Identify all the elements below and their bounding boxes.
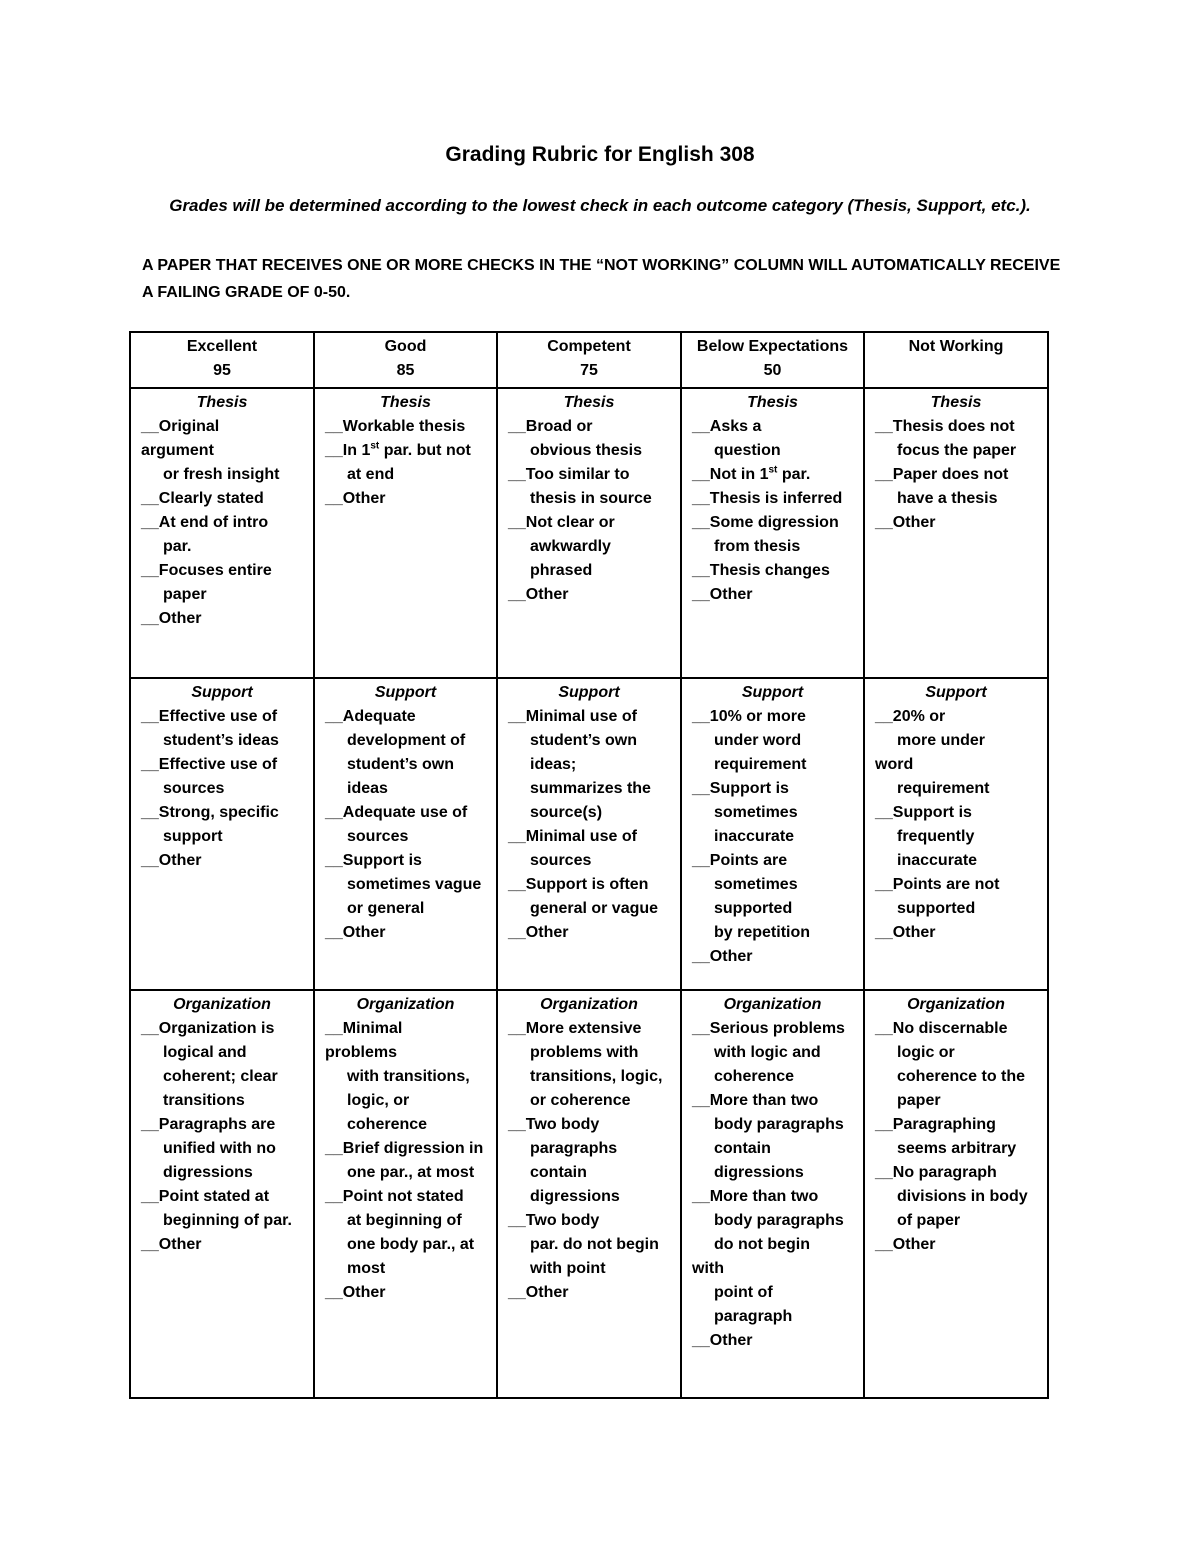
criterion-line: most xyxy=(347,1260,386,1277)
rubric-cell xyxy=(681,990,864,1398)
criterion-line: with xyxy=(692,1260,724,1277)
criterion-line: __Other xyxy=(692,1332,753,1349)
rubric-cell xyxy=(497,388,681,678)
criterion-line: __Support is xyxy=(325,852,422,869)
criterion-line: from thesis xyxy=(714,538,801,555)
category-label: Support xyxy=(925,684,987,701)
criterion-line: argument xyxy=(141,442,214,459)
rubric-cell xyxy=(130,678,314,990)
criterion-line: divisions in body xyxy=(897,1188,1028,1205)
criterion-line: logic or xyxy=(897,1044,955,1061)
failing-grade-warning xyxy=(142,252,1062,306)
criterion-line: __No paragraph xyxy=(875,1164,997,1181)
criterion-line: __Serious problems xyxy=(692,1020,845,1037)
criterion-line: __Other xyxy=(875,1236,936,1253)
criterion-line: seems arbitrary xyxy=(897,1140,1017,1157)
criterion-line: __Points are xyxy=(692,852,788,869)
criterion-line: development of xyxy=(347,732,466,749)
criterion-line: __Some digression xyxy=(692,514,839,531)
category-label: Thesis xyxy=(930,394,982,411)
criterion-line: contain xyxy=(530,1164,587,1181)
criterion-line: sources xyxy=(163,780,225,797)
rubric-cell xyxy=(314,990,497,1398)
criterion-line: support xyxy=(163,828,223,845)
criterion-line: digressions xyxy=(163,1164,253,1181)
criterion-line: or fresh insight xyxy=(163,466,280,483)
criterion-line: __Other xyxy=(692,948,753,965)
criterion-line: digressions xyxy=(714,1164,804,1181)
criterion-line: beginning of par. xyxy=(163,1212,292,1229)
rubric-cell xyxy=(864,990,1048,1398)
criterion-line: at end xyxy=(347,466,395,483)
criterion-line: have a thesis xyxy=(897,490,998,507)
criterion-line: requirement xyxy=(897,780,990,797)
criterion-line: transitions xyxy=(163,1092,245,1109)
criterion-line: by repetition xyxy=(714,924,811,941)
category-label: Thesis xyxy=(563,394,615,411)
criterion-line: __Point stated at xyxy=(141,1188,270,1205)
criterion-line: unified with no xyxy=(163,1140,276,1157)
criterion-line: __20% or xyxy=(875,708,946,725)
criterion-line: word xyxy=(875,756,914,773)
criterion-line: coherence xyxy=(347,1116,428,1133)
criterion-line: logic, or xyxy=(347,1092,410,1109)
criterion-line: question xyxy=(714,442,781,459)
criterion-line: or general xyxy=(347,900,425,917)
criterion-line: with transitions, xyxy=(347,1068,470,1085)
column-score: 85 xyxy=(396,362,415,379)
warning-line-2: A FAILING GRADE OF 0-50. xyxy=(142,284,351,301)
criterion-line: __Focuses entire xyxy=(141,562,272,579)
criterion-line: __More than two xyxy=(692,1092,819,1109)
rubric-cell xyxy=(864,678,1048,990)
criterion-line: sometimes xyxy=(714,804,798,821)
rubric-row-organization xyxy=(130,990,1048,1398)
criterion-line: __Other xyxy=(508,586,569,603)
criterion-line: body paragraphs xyxy=(714,1212,844,1229)
criterion-line: inaccurate xyxy=(897,852,978,869)
criterion-line: or coherence xyxy=(530,1092,631,1109)
column-score: 50 xyxy=(763,362,782,379)
criterion-line: __Minimal use of xyxy=(508,828,637,845)
category-label: Support xyxy=(741,684,804,701)
criterion-line: paper xyxy=(897,1092,941,1109)
criterion-line: supported xyxy=(897,900,976,917)
criterion-line: obvious thesis xyxy=(530,442,643,459)
rubric-cell xyxy=(314,388,497,678)
grading-instruction: Grades will be determined according to the lowest check in each outcome category (Thesis, Support, etc.). xyxy=(169,196,1031,215)
criterion-line: coherent; clear xyxy=(163,1068,278,1085)
criterion-line: student’s own xyxy=(530,732,637,749)
criterion-line: inaccurate xyxy=(714,828,795,845)
rubric-row-support xyxy=(130,678,1048,990)
criterion-line: __Other xyxy=(141,852,202,869)
criterion-line: __Clearly stated xyxy=(141,490,264,507)
rubric-cell xyxy=(497,990,681,1398)
criterion-line: paper xyxy=(163,586,207,603)
criterion-line: __Effective use of xyxy=(141,756,278,773)
category-label: Organization xyxy=(723,996,822,1013)
criterion-line: sources xyxy=(530,852,592,869)
column-name: Below Expectations xyxy=(696,338,849,355)
criterion-line: problems with xyxy=(530,1044,639,1061)
criterion-line: body paragraphs xyxy=(714,1116,844,1133)
category-label: Thesis xyxy=(196,394,248,411)
criterion-line: __Thesis does not xyxy=(875,418,1015,435)
column-header-below-expectations xyxy=(681,332,864,388)
rubric-cell xyxy=(314,678,497,990)
criterion-line: transitions, logic, xyxy=(530,1068,663,1085)
criterion-line: par. do not begin xyxy=(530,1236,659,1253)
criterion-line: requirement xyxy=(714,756,807,773)
category-label: Organization xyxy=(356,996,455,1013)
criterion-line: general or vague xyxy=(530,900,659,917)
column-score: 75 xyxy=(580,362,598,379)
criterion-line: source(s) xyxy=(530,804,603,821)
criterion-line: __No discernable xyxy=(875,1020,1008,1037)
criterion-line: __Paragraphing xyxy=(875,1116,996,1133)
criterion-line: __Two body xyxy=(508,1212,600,1229)
criterion-line: coherence xyxy=(714,1068,795,1085)
criterion-line: __Adequate xyxy=(325,708,416,725)
criterion-line: __Asks a xyxy=(692,418,762,435)
criterion-line: of paper xyxy=(897,1212,961,1229)
criterion-line: __Other xyxy=(325,1284,386,1301)
rubric-cell xyxy=(681,388,864,678)
criterion-line: __Other xyxy=(692,586,753,603)
criterion-line: __Organization is xyxy=(141,1020,275,1037)
criterion-line: __Points are not xyxy=(875,876,1000,893)
criterion-line: __Broad or xyxy=(508,418,593,435)
criterion-line: thesis in source xyxy=(530,490,652,507)
criterion-line: __Adequate use of xyxy=(325,804,468,821)
criterion-line: focus the paper xyxy=(897,442,1017,459)
rubric-cell xyxy=(130,388,314,678)
criterion-line: __Strong, specific xyxy=(141,804,279,821)
criterion-line: coherence to the xyxy=(897,1068,1026,1085)
criterion-line: __Not clear or xyxy=(508,514,615,531)
criterion-line: problems xyxy=(325,1044,398,1061)
criterion-line: __Point not stated xyxy=(325,1188,464,1205)
criterion-line: summarizes the xyxy=(530,780,651,797)
criterion-line: __Other xyxy=(875,514,936,531)
rubric-cell xyxy=(681,678,864,990)
criterion-line: __Other xyxy=(508,924,569,941)
criterion-line: __Other xyxy=(325,490,386,507)
criterion-line: with point xyxy=(530,1260,606,1277)
criterion-line: __Thesis changes xyxy=(692,562,830,579)
criterion-line: __More than two xyxy=(692,1188,819,1205)
rubric-header-row xyxy=(130,332,1048,388)
criterion-line: ideas; xyxy=(530,756,577,773)
column-name: Excellent xyxy=(186,338,258,355)
category-label: Organization xyxy=(540,996,638,1013)
criterion-line: one par., at most xyxy=(347,1164,475,1181)
criterion-line: __Other xyxy=(141,610,202,627)
criterion-line: __Support is xyxy=(875,804,972,821)
criterion-line: __Too similar to xyxy=(508,466,630,483)
criterion-line: student’s own xyxy=(347,756,454,773)
criterion-line: __Other xyxy=(508,1284,569,1301)
criterion-line: __Paragraphs are xyxy=(141,1116,276,1133)
criterion-line: __Two body xyxy=(508,1116,600,1133)
criterion-line: logical and xyxy=(163,1044,247,1061)
criterion-line: phrased xyxy=(530,562,593,579)
criterion-line: __In 1st par. but not xyxy=(325,440,471,459)
criterion-line: digressions xyxy=(530,1188,620,1205)
criterion-line: point of xyxy=(714,1284,773,1301)
criterion-line: sometimes xyxy=(714,876,798,893)
rubric-cell xyxy=(130,990,314,1398)
criterion-line: __Original xyxy=(141,418,220,435)
criterion-line: one body par., at xyxy=(347,1236,475,1253)
category-label: Organization xyxy=(907,996,1005,1013)
column-name: Good xyxy=(384,338,427,355)
column-name: Competent xyxy=(547,338,631,355)
category-label: Thesis xyxy=(747,394,798,411)
criterion-line: __10% or more xyxy=(692,708,806,725)
criterion-line: __Minimal xyxy=(325,1020,403,1037)
rubric-table xyxy=(129,331,1049,1399)
criterion-line: __At end of intro xyxy=(141,514,269,531)
category-label: Organization xyxy=(173,996,271,1013)
column-header-excellent xyxy=(130,332,314,388)
criterion-line: student’s ideas xyxy=(163,732,279,749)
criterion-line: awkwardly xyxy=(530,538,611,555)
criterion-line: __Effective use of xyxy=(141,708,278,725)
column-header-not-working xyxy=(864,332,1048,388)
warning-line-1: A PAPER THAT RECEIVES ONE OR MORE CHECKS IN THE “NOT WORKING” COLUMN WILL AUTOMATICALLY RECEIVE xyxy=(142,257,1061,274)
criterion-line: __Thesis is inferred xyxy=(692,490,843,507)
criterion-line: do not begin xyxy=(714,1236,810,1253)
criterion-line: __Brief digression in xyxy=(325,1140,484,1157)
rubric-row-thesis xyxy=(130,388,1048,678)
criterion-line: par. xyxy=(163,538,192,555)
rubric-cell xyxy=(864,388,1048,678)
criterion-line: __Support is often xyxy=(508,876,649,893)
criterion-line: __Support is xyxy=(692,780,789,797)
rubric-cell xyxy=(497,678,681,990)
column-name: Not Working xyxy=(908,338,1004,355)
criterion-line: contain xyxy=(714,1140,771,1157)
criterion-line: __Not in 1st par. xyxy=(692,464,811,483)
criterion-line: paragraph xyxy=(714,1308,793,1325)
column-header-good xyxy=(314,332,497,388)
page-title: Grading Rubric for English 308 xyxy=(445,143,755,166)
criterion-line: frequently xyxy=(897,828,975,845)
criterion-line: sources xyxy=(347,828,409,845)
criterion-line: __Other xyxy=(141,1236,202,1253)
criterion-line: __Workable thesis xyxy=(325,418,466,435)
category-label: Thesis xyxy=(380,394,431,411)
criterion-line: with logic and xyxy=(714,1044,821,1061)
criterion-line: __Other xyxy=(325,924,386,941)
criterion-line: paragraphs xyxy=(530,1140,618,1157)
criterion-line: more under xyxy=(897,732,986,749)
criterion-line: at beginning of xyxy=(347,1212,462,1229)
column-score: 95 xyxy=(213,362,231,379)
criterion-line: __Other xyxy=(875,924,936,941)
criterion-line: supported xyxy=(714,900,793,917)
category-label: Support xyxy=(191,684,253,701)
criterion-line: under word xyxy=(714,732,802,749)
column-header-competent xyxy=(497,332,681,388)
category-label: Support xyxy=(374,684,437,701)
category-label: Support xyxy=(558,684,620,701)
criterion-line: __Paper does not xyxy=(875,466,1009,483)
criterion-line: __Minimal use of xyxy=(508,708,637,725)
criterion-line: sometimes vague xyxy=(347,876,482,893)
criterion-line: ideas xyxy=(347,780,388,797)
criterion-line: __More extensive xyxy=(508,1020,642,1037)
